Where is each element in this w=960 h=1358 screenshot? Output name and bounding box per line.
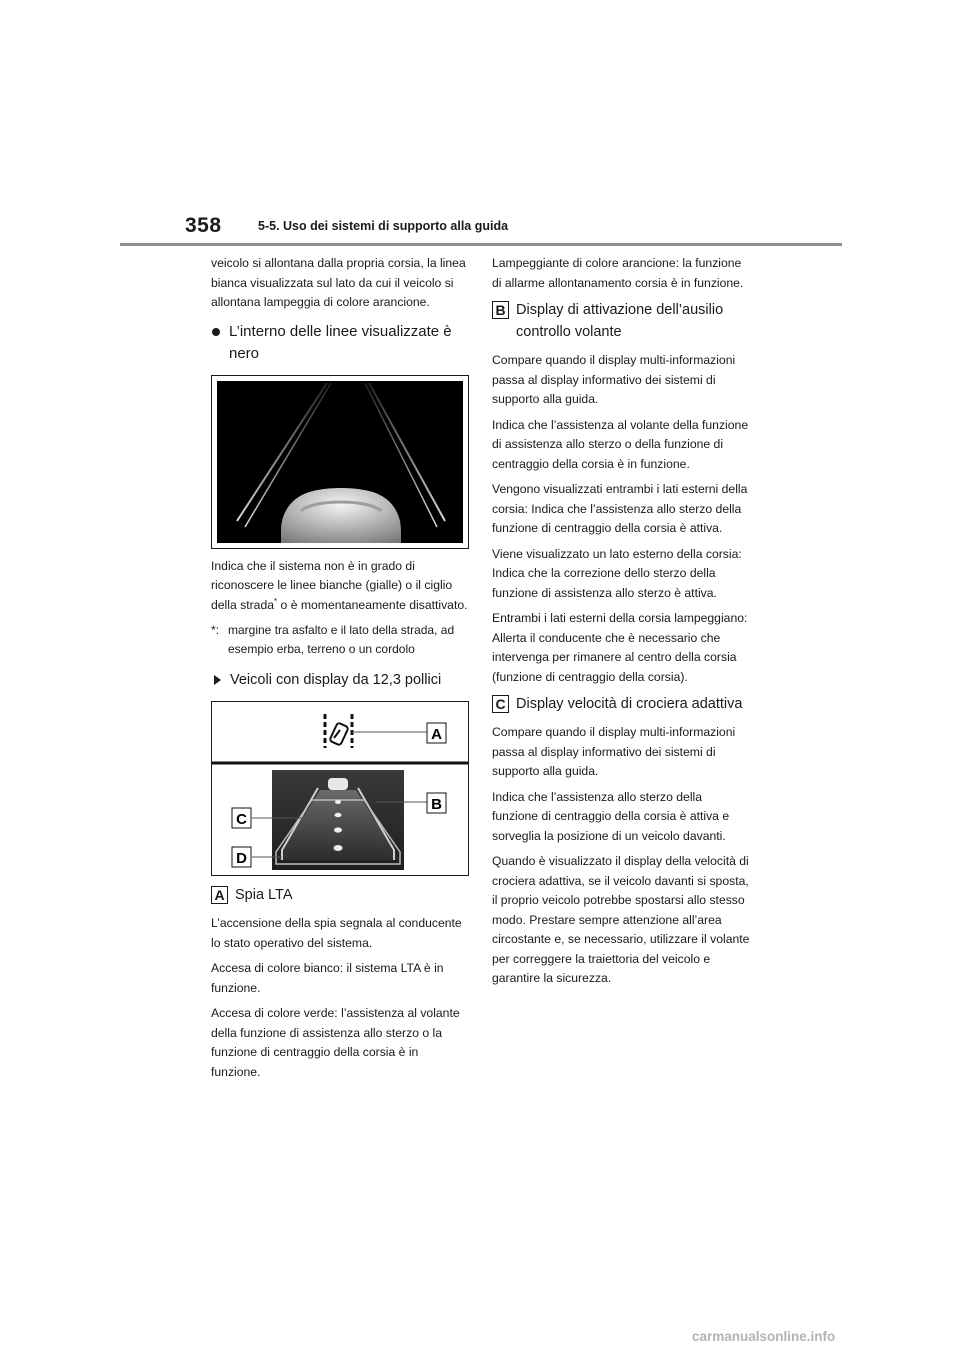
page-number: 358 <box>185 214 222 237</box>
section-b-paragraph-5: Entrambi i lati esterni della corsia lampeggiano: Allerta il conducente che è necessario che intervenga per rimanere al centro della corsia (funzione di centraggio della corsia). <box>492 611 748 684</box>
section-c-title: Display velocità di crociera adattiva <box>516 696 743 712</box>
section-b-paragraph-2: Indica che l’assistenza al volante della funzione di assistenza allo sterzo o della funzione di centraggio della corsia è in funzione. <box>492 417 749 471</box>
section-c-heading <box>492 693 750 715</box>
section-c-paragraph-3: Quando è visualizzato il display della velocità di crociera adattiva, se il veicolo davanti si sposta, il proprio veicolo potrebbe spostarsi allo stesso modo. Prestare sempre attenzione all’area circostante e, se necessario, utilizzare il volante per correggere la traiettoria del veicolo e garantire la sicurezza. <box>492 854 750 985</box>
bullet-heading <box>211 321 469 365</box>
callout-c-label: C <box>236 811 247 828</box>
footnote-text: margine tra asfalto e il lato della strada, ad esempio erba, terreno o un cordolo <box>228 623 455 656</box>
figure1-caption: Indica che il sistema non è in grado di riconoscere le linee bianche (gialle) o il ciglio della strada* o è momentaneamente disattivato. <box>211 558 468 612</box>
lane-dot-1 <box>335 800 341 804</box>
figure-black-lines <box>211 375 469 549</box>
asterisk: * <box>274 596 278 606</box>
section-a-paragraph-3: Accesa di colore verde: l’assistenza al volante della funzione di assistenza allo sterzo o la funzione di centraggio della corsia è in funzione. <box>211 1006 460 1079</box>
intro-paragraph: veicolo si allontana dalla propria corsia, la linea bianca visualizzata sul lato da cui il veicolo si allontana lampeggia di colore arancione. <box>211 256 466 309</box>
header-rule <box>120 243 842 246</box>
section-c-paragraph-2: Indica che l’assistenza allo sterzo della funzione di centraggio della corsia è attiva e sorveglia la posizione di un veicolo davanti. <box>492 789 730 843</box>
subheading-text: Veicoli con display da 12,3 pollici <box>230 672 442 688</box>
bullet-heading-text: L’interno delle linee visualizzate è nero <box>229 322 452 362</box>
footnote-marker: *: <box>211 623 220 637</box>
callout-a-label: A <box>431 726 442 743</box>
section-a-paragraph-1: L’accensione della spia segnala al conducente lo stato operativo del sistema. <box>211 916 462 950</box>
section-b-paragraph-3: Vengono visualizzati entrambi i lati esterni della corsia: Indica che l’assistenza allo sterzo della funzione di centraggio della corsia è attiva. <box>492 482 748 535</box>
section-b-letter: B <box>492 301 509 319</box>
figure-display-12-3 <box>211 701 469 876</box>
section-c-letter: C <box>492 695 509 713</box>
car-shape <box>281 488 401 543</box>
section-b-paragraph-1: Compare quando il display multi-informazioni passa al display informativo dei sistemi di supporto alla guida. <box>492 353 736 406</box>
section-a-title: Spia LTA <box>235 887 293 903</box>
section-a-letter: A <box>211 886 228 904</box>
section-b-paragraph-4: Viene visualizzato un lato esterno della corsia: Indica che la correzione dello sterzo della funzione di assistenza allo sterzo è attiva. <box>492 546 742 600</box>
section-c-paragraph-1: Compare quando il display multi-informazioni passa al display informativo dei sistemi di supporto alla guida. <box>492 725 736 778</box>
right-column <box>492 254 750 995</box>
lane-dot-3 <box>334 827 342 832</box>
subheading <box>211 669 469 691</box>
triangle-bullet-icon <box>214 675 221 685</box>
section-a-paragraph-2: Accesa di colore bianco: il sistema LTA è in funzione. <box>211 961 444 995</box>
section-title: 5-5. Uso dei sistemi di supporto alla guida <box>258 219 509 233</box>
display-screen <box>217 381 463 543</box>
lta-indicator-icon <box>325 714 352 748</box>
callout-b-label: B <box>431 796 442 813</box>
lane-dot-4 <box>334 845 343 851</box>
callout-d-label: D <box>236 850 247 867</box>
section-b-title: Display di attivazione dell’ausilio controllo volante <box>516 302 724 340</box>
lane-lines-illustration <box>217 381 463 543</box>
section-a-heading <box>211 884 469 906</box>
lane-dot-2 <box>335 813 342 817</box>
footnote <box>211 621 469 659</box>
display-diagram <box>212 702 468 875</box>
top-paragraph: Lampeggiante di colore arancione: la funzione di allarme allontanamento corsia è in funzione. <box>492 256 744 290</box>
left-column <box>211 254 469 1088</box>
footer-watermark: carmanualsonline.info <box>692 1329 836 1344</box>
bullet-icon <box>212 328 220 336</box>
lead-vehicle-icon <box>328 778 348 790</box>
section-b-heading <box>492 299 750 343</box>
